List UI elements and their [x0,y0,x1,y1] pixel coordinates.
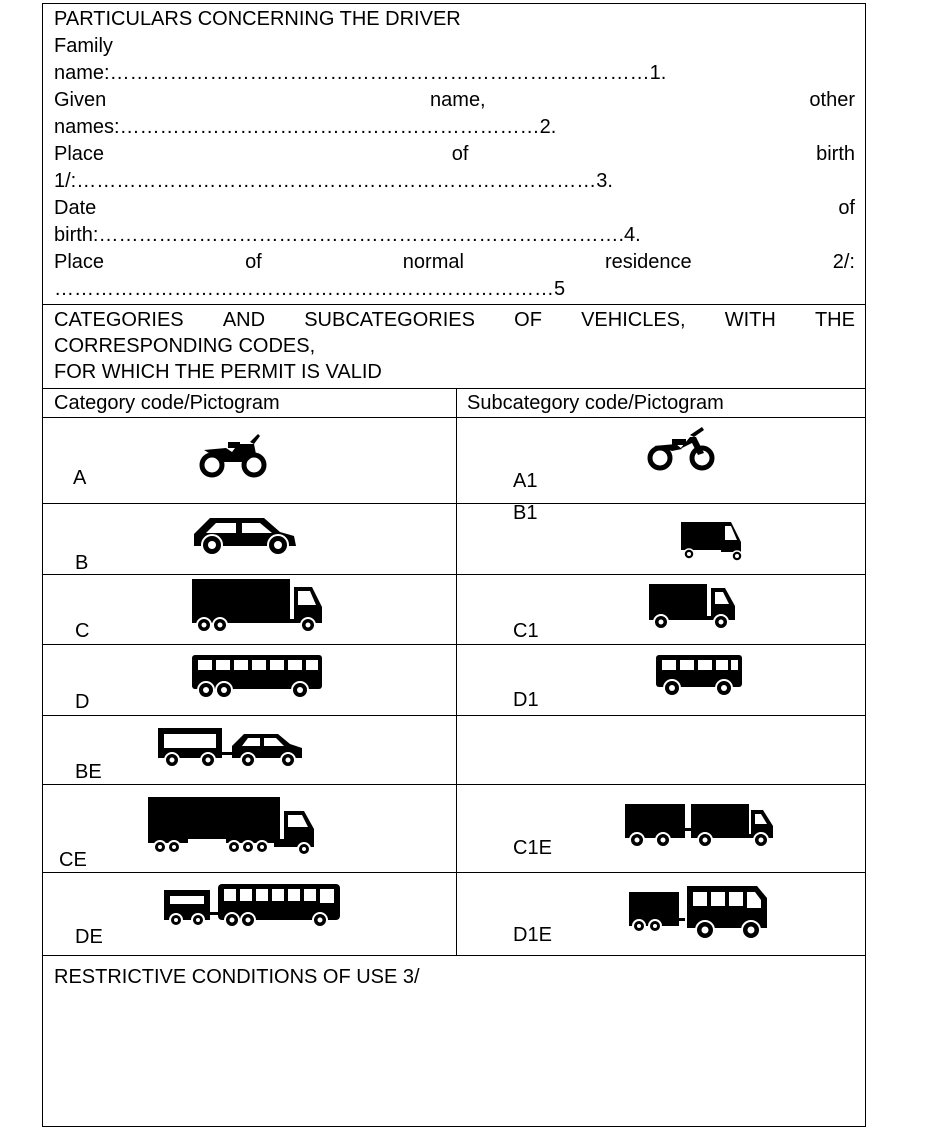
category-code-b: B [75,552,89,574]
heading-word: THE [814,309,855,331]
divider [43,503,865,504]
subcategory-code-c1e: C1E [513,837,552,859]
subcategory-column-header: Subcategory code/Pictogram [467,392,724,414]
bus-with-trailer-icon [162,882,342,930]
categories-heading-line [54,307,855,333]
category-code-de: DE [75,926,103,948]
divider [43,784,865,785]
subcategory-code-a1: A1 [513,470,538,492]
date-of-birth-label-line [54,195,855,222]
place-word: Place [54,251,105,273]
place-of-birth-field: 1/:……………………………………………………………………3. [54,170,613,192]
particulars-heading: PARTICULARS CONCERNING THE DRIVER [54,8,461,30]
divider [43,574,865,575]
heading-word: VEHICLES, [581,309,686,331]
heading-word: AND [222,309,266,331]
footnote-ref: 2/: [832,251,855,273]
category-code-a: A [73,467,87,489]
of-word: of [245,251,262,273]
divider [43,872,865,873]
category-column-header: Category code/Pictogram [54,392,280,414]
residence-label-line [54,249,855,276]
subcategory-code-d1: D1 [513,689,539,711]
family-name-field: name:………………………………………………………………………1. [54,62,667,84]
date-word: Date [54,197,97,219]
subcategory-code-c1: C1 [513,620,539,642]
articulated-truck-icon [146,795,318,857]
divider [43,417,865,418]
restrictive-conditions-heading: RESTRICTIVE CONDITIONS OF USE 3/ [54,966,420,988]
tricycle-van-icon [679,520,745,562]
divider [43,304,865,305]
divider [43,955,865,956]
place-word: Place [54,143,105,165]
category-code-be: BE [75,761,102,783]
divider [43,388,865,389]
light-motorcycle-icon [646,427,716,471]
bus-icon [190,653,324,699]
category-code-d: D [75,691,90,713]
motorcycle-icon [198,432,268,478]
birth-word: birth [816,143,855,165]
categories-heading-section [43,307,865,385]
categories-heading-line: CORRESPONDING CODES, [54,335,316,357]
truck-icon [190,577,324,633]
given-names-field: names:………………………………………………………2. [54,116,557,138]
heading-word: WITH [724,309,776,331]
categories-heading-line: FOR WHICH THE PERMIT IS VALID [54,361,382,383]
divider [43,644,865,645]
heading-word: CATEGORIES [54,309,184,331]
driver-particulars-section [43,6,865,303]
car-icon [190,514,300,556]
subcategory-code-b1: B1 [513,502,538,524]
place-of-birth-label-line [54,141,855,168]
minibus-icon [654,653,744,697]
date-of-birth-field: birth:…………………………………………………………………….4. [54,224,641,246]
of-word: of [451,143,469,165]
category-code-c: C [75,620,90,642]
divider [43,715,865,716]
residence-field: …………………………………………………………………5 [54,278,566,300]
minibus-with-trailer-icon [627,884,769,946]
subcategory-code-d1e: D1E [513,924,552,946]
given-word: Given [54,89,107,111]
column-divider [456,388,457,955]
heading-word: SUBCATEGORIES [304,309,475,331]
driving-permit-form [42,3,866,1127]
given-name-label-line [54,87,855,114]
heading-word: OF [514,309,542,331]
car-with-trailer-icon [156,724,306,770]
category-code-ce: CE [59,849,87,871]
residence-word: residence [604,251,692,273]
normal-word: normal [402,251,464,273]
light-truck-icon [647,582,737,630]
name-word: name, [430,89,486,111]
other-word: other [809,89,855,111]
family-label: Family [54,35,113,57]
of-word: of [838,197,855,219]
light-truck-with-trailer-icon [623,800,775,848]
